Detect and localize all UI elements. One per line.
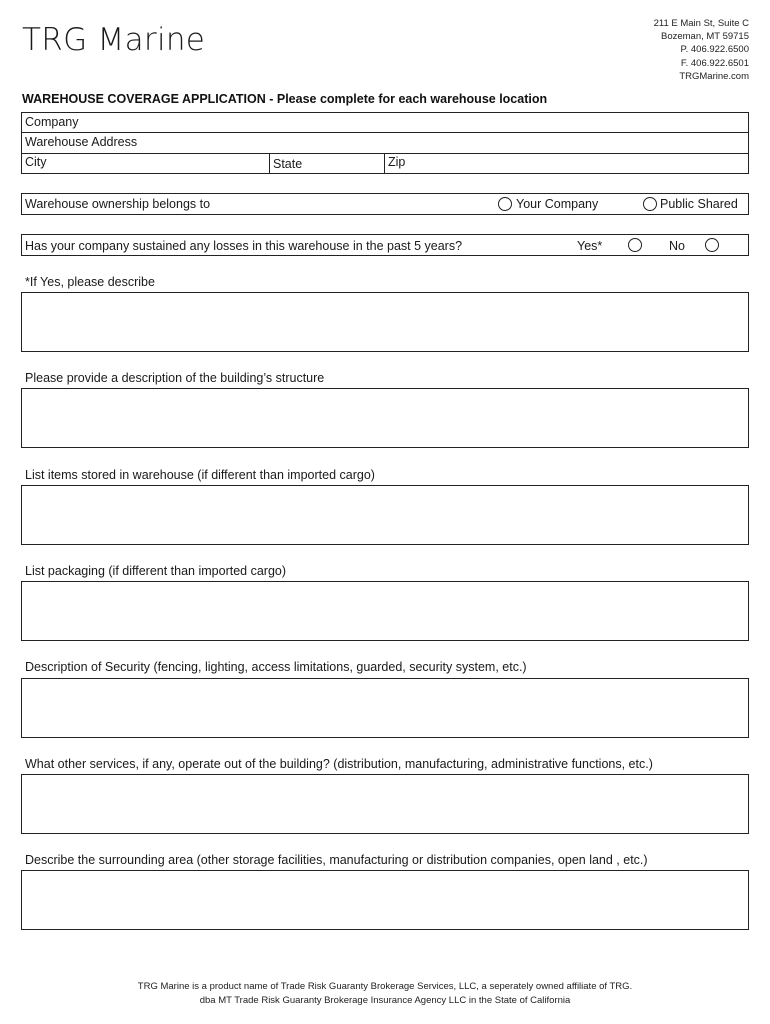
surrounding-area-label: Describe the surrounding area (other storage facilities, manufacturing or distribution companies, open land , etc.) bbox=[25, 853, 648, 867]
your-company-radio[interactable] bbox=[498, 197, 512, 211]
yes-radio[interactable] bbox=[628, 238, 642, 252]
company-logo: TRG Marine bbox=[22, 22, 206, 58]
items-stored-input[interactable] bbox=[21, 485, 749, 545]
address-city: Bozeman, MT 59715 bbox=[660, 31, 749, 43]
company-field[interactable]: Company bbox=[25, 115, 79, 129]
city-field[interactable]: City bbox=[25, 155, 47, 169]
warehouse-address-field[interactable]: Warehouse Address bbox=[25, 135, 138, 149]
packaging-label: List packaging (if different than imported cargo) bbox=[25, 564, 287, 578]
other-services-label: What other services, if any, operate out of the building? (distribution, manufacturing, administrative functions, etc.) bbox=[25, 757, 653, 771]
address-phone: P. 406.922.6500 bbox=[680, 44, 749, 56]
footer bbox=[0, 980, 770, 1008]
losses-description-label: *If Yes, please describe bbox=[25, 275, 155, 289]
losses-description-input[interactable] bbox=[21, 292, 749, 352]
losses-row bbox=[21, 234, 749, 256]
address-street: 211 E Main St, Suite C bbox=[653, 18, 749, 29]
ownership-label: Warehouse ownership belongs to bbox=[25, 197, 211, 211]
public-shared-radio[interactable] bbox=[643, 197, 657, 211]
public-shared-label: Public Shared bbox=[660, 197, 738, 211]
structure-description-label: Please provide a description of the building’s structure bbox=[25, 371, 325, 385]
no-label: No bbox=[669, 239, 685, 253]
security-description-label: Description of Security (fencing, lighting, access limitations, guarded, security system, etc.) bbox=[25, 660, 527, 674]
your-company-label: Your Company bbox=[516, 197, 599, 211]
state-field[interactable]: State bbox=[273, 157, 303, 171]
losses-question: Has your company sustained any losses in this warehouse in the past 5 years? bbox=[25, 239, 463, 253]
divider bbox=[22, 153, 748, 154]
other-services-input[interactable] bbox=[21, 774, 749, 834]
surrounding-area-input[interactable] bbox=[21, 870, 749, 930]
packaging-input[interactable] bbox=[21, 581, 749, 641]
footer-line-1: TRG Marine is a product name of Trade Risk Guaranty Brokerage Services, LLC, a seperately owned affiliate of TRG. bbox=[137, 981, 633, 992]
contact-info-block bbox=[21, 112, 749, 174]
items-stored-label: List items stored in warehouse (if different than imported cargo) bbox=[25, 468, 375, 482]
yes-label: Yes* bbox=[577, 239, 603, 253]
ownership-row bbox=[21, 193, 749, 215]
no-radio[interactable] bbox=[705, 238, 719, 252]
divider bbox=[22, 132, 748, 133]
company-address bbox=[654, 17, 749, 83]
divider bbox=[384, 153, 385, 174]
divider bbox=[269, 153, 270, 174]
form-title: WAREHOUSE COVERAGE APPLICATION - Please complete for each warehouse location bbox=[22, 92, 548, 106]
address-website: TRGMarine.com bbox=[679, 70, 749, 82]
footer-line-2: dba MT Trade Risk Guaranty Brokerage Insurance Agency LLC in the State of California bbox=[199, 995, 571, 1006]
structure-description-input[interactable] bbox=[21, 388, 749, 448]
security-description-input[interactable] bbox=[21, 678, 749, 738]
zip-field[interactable]: Zip bbox=[388, 155, 406, 169]
address-fax: F. 406.922.6501 bbox=[680, 57, 749, 69]
